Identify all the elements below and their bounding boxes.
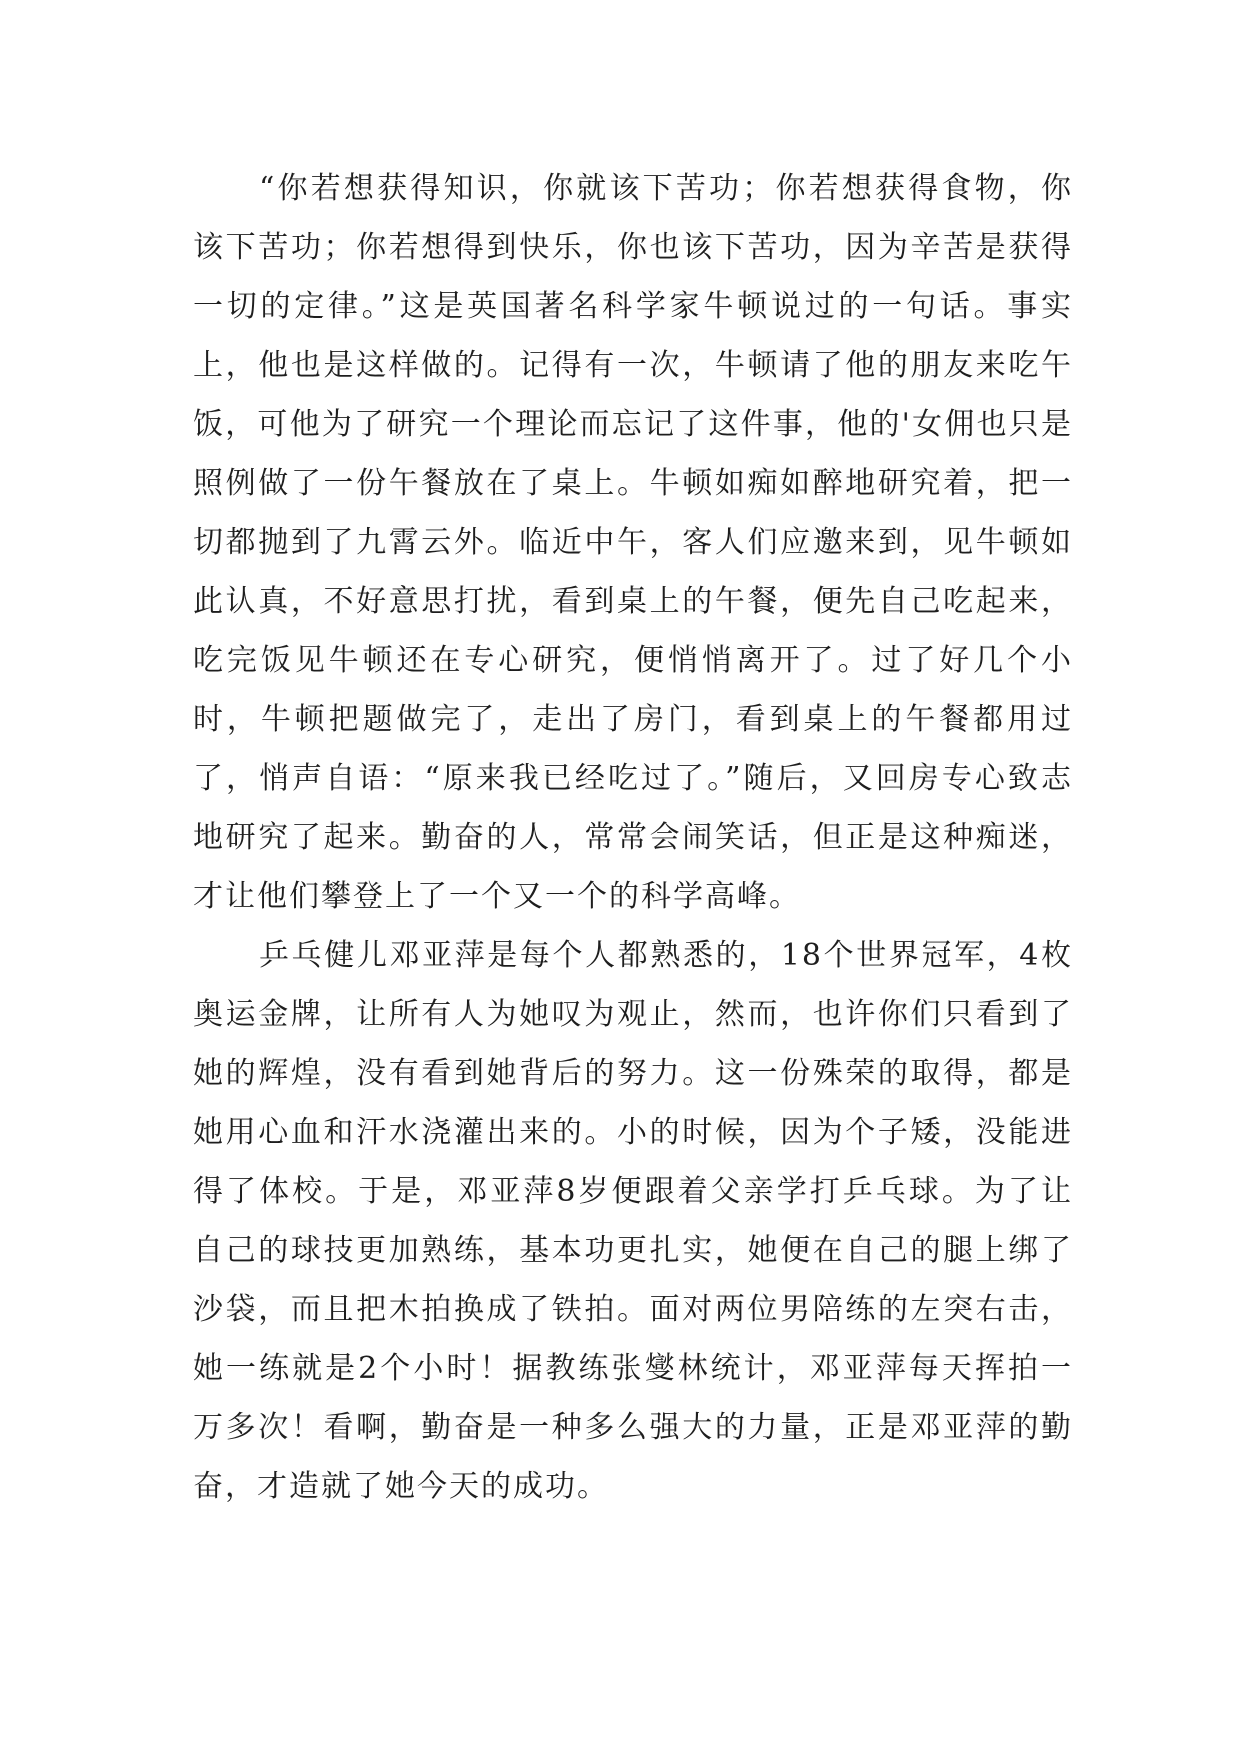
document-body xyxy=(193,159,1073,1516)
paragraph-newton: “你若想获得知识，你就该下苦功；你若想获得食物，你该下苦功；你若想得到快乐，你也该下苦功，因为辛苦是获得一切的定律。”这是英国著名科学家牛顿说过的一句话。事实上，他也是这样做的。记得有一次，牛顿请了他的朋友来吃午饭，可他为了研究一个理论而忘记了这件事，他的'女佣也只是照例做了一份午餐放在了桌上。牛顿如痴如醉地研究着，把一切都抛到了九霄云外。临近中午，客人们应邀来到，见牛顿如此认真，不好意思打扰，看到桌上的午餐，便先自己吃起来，吃完饭见牛顿还在专心研究，便悄悄离开了。过了好几个小时，牛顿把题做完了，走出了房门，看到桌上的午餐都用过了，悄声自语：“原来我已经吃过了。”随后，又回房专心致志地研究了起来。勤奋的人，常常会闹笑话，但正是这种痴迷，才让他们攀登上了一个又一个的科学高峰。 xyxy=(193,171,1073,914)
paragraph-deng-yaping: 乒乓健儿邓亚萍是每个人都熟悉的，18个世界冠军，4枚奥运金牌，让所有人为她叹为观止，然而，也许你们只看到了她的辉煌，没有看到她背后的努力。这一份殊荣的取得，都是她用心血和汗水浇灌出来的。小的时候，因为个子矮，没能进得了体校。于是，邓亚萍8岁便跟着父亲学打乒乓球。为了让自己的球技更加熟练，基本功更扎实，她便在自己的腿上绑了沙袋，而且把木拍换成了铁拍。面对两位男陪练的左突右击，她一练就是2个小时！据教练张燮林统计，邓亚萍每天挥拍一万多次！看啊，勤奋是一种多么强大的力量，正是邓亚萍的勤奋，才造就了她今天的成功。 xyxy=(193,938,1073,1504)
